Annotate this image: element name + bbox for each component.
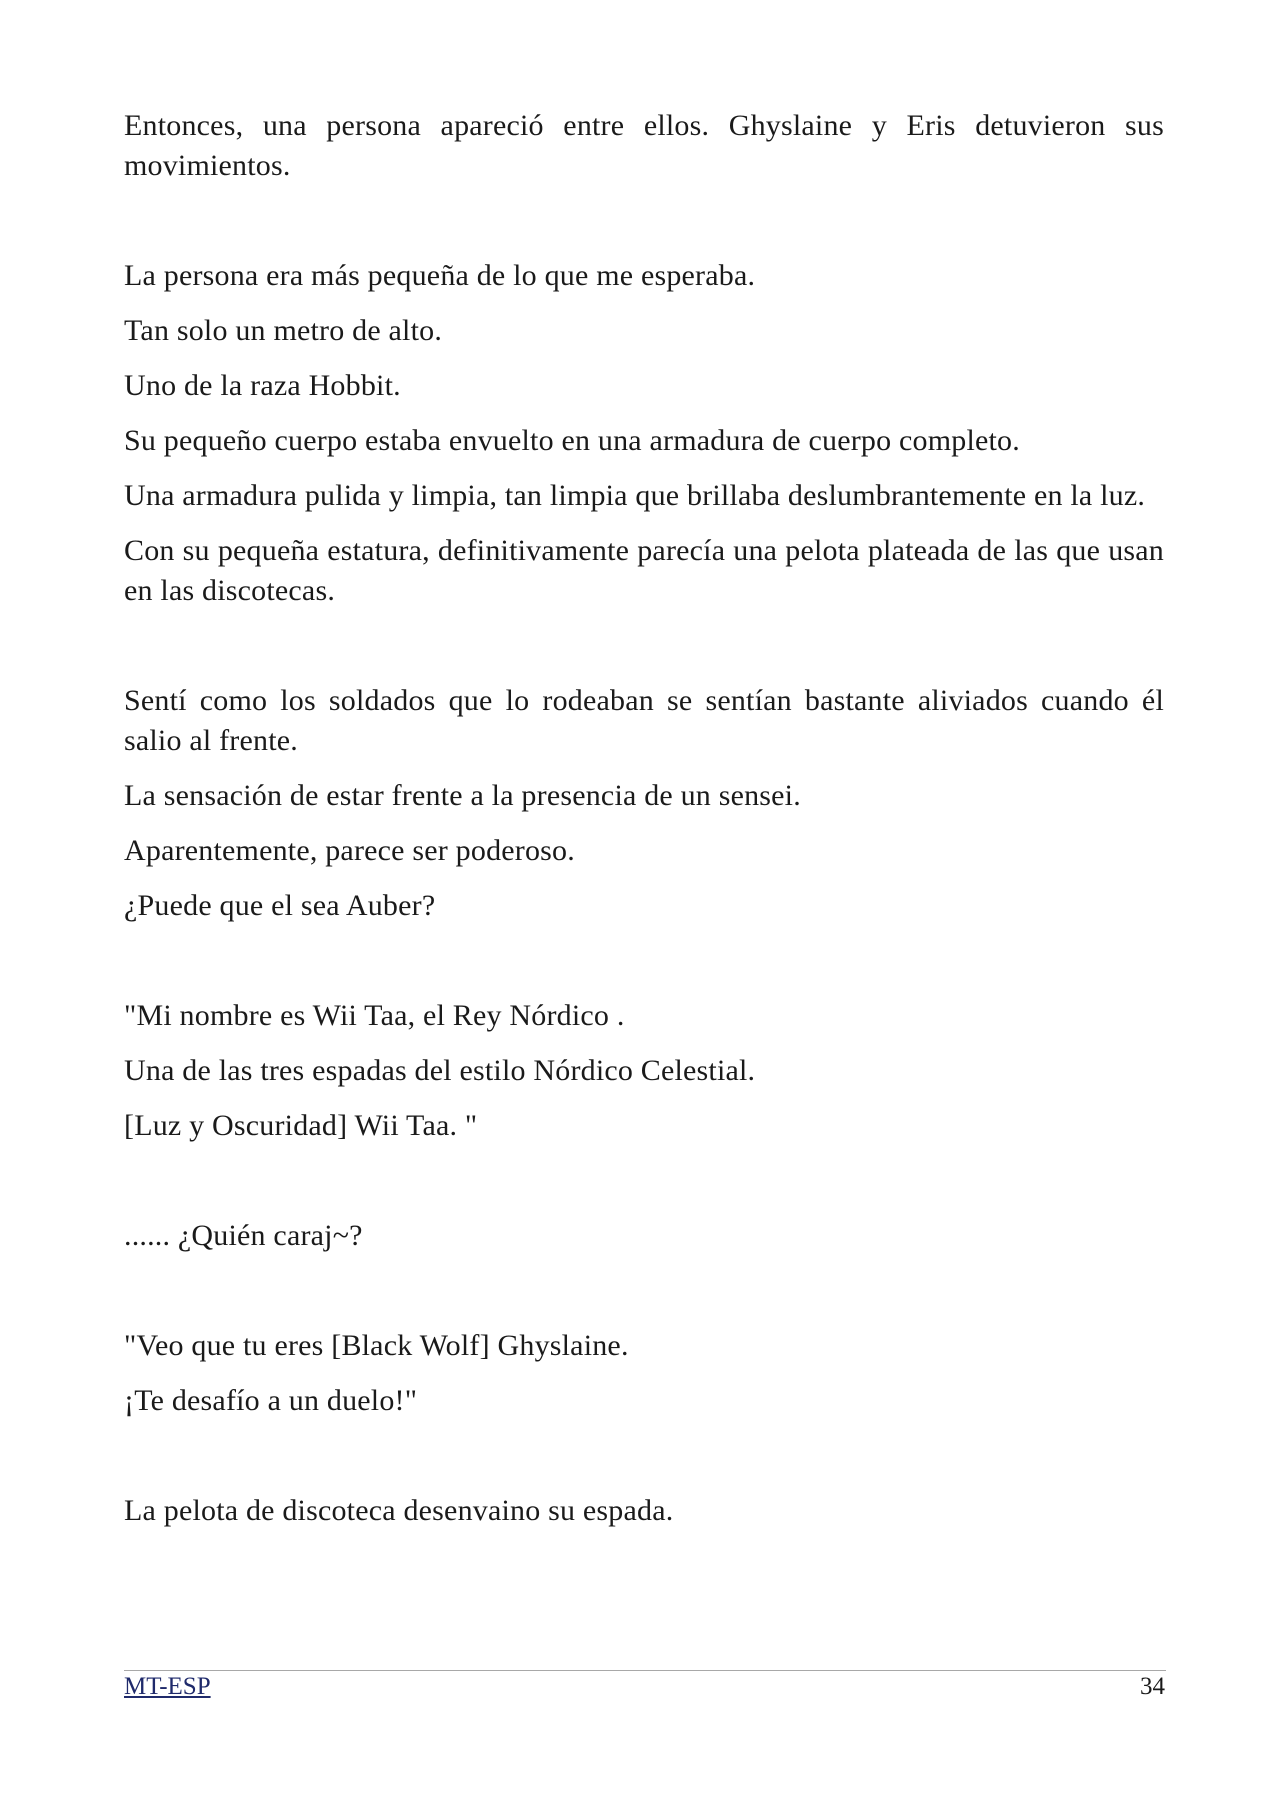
- paragraph: Su pequeño cuerpo estaba envuelto en una armadura de cuerpo completo.: [124, 424, 1020, 457]
- paragraph: Con su pequeña estatura, definitivamente parecía una pelota plateada de las que usan en las discotecas.: [124, 534, 1164, 607]
- paragraph: Entonces, una persona apareció entre ellos. Ghyslaine y Eris detuvieron sus movimientos.: [124, 109, 1164, 182]
- paragraph: "Veo que tu eres [Black Wolf] Ghyslaine.: [124, 1329, 629, 1362]
- paragraph: "Mi nombre es Wii Taa, el Rey Nórdico .: [124, 999, 625, 1032]
- paragraph: Aparentemente, parece ser poderoso.: [124, 834, 575, 867]
- paragraph: Una de las tres espadas del estilo Nórdico Celestial.: [124, 1054, 756, 1087]
- paragraph: La sensación de estar frente a la presencia de un sensei.: [124, 779, 801, 812]
- paragraph: Tan solo un metro de alto.: [124, 314, 443, 347]
- paragraph: Uno de la raza Hobbit.: [124, 369, 401, 402]
- paragraph: La pelota de discoteca desenvaino su espada.: [124, 1494, 674, 1527]
- footer-source-link[interactable]: MT-ESP: [124, 1673, 211, 1700]
- page-number: 34: [1140, 1673, 1165, 1700]
- paragraph: [Luz y Oscuridad] Wii Taa. ": [124, 1109, 478, 1142]
- paragraph: Una armadura pulida y limpia, tan limpia que brillaba deslumbrantemente en la luz.: [124, 479, 1146, 512]
- footer-divider: [124, 1670, 1166, 1671]
- paragraph: ¡Te desafío a un duelo!": [124, 1384, 418, 1417]
- paragraph: La persona era más pequeña de lo que me esperaba.: [124, 259, 756, 292]
- paragraph: ¿Puede que el sea Auber?: [124, 889, 436, 922]
- paragraph: ...... ¿Quién caraj~?: [124, 1219, 363, 1252]
- body-text: [124, 106, 1164, 1546]
- paragraph: Sentí como los soldados que lo rodeaban se sentían bastante aliviados cuando él salio al frente.: [124, 684, 1164, 757]
